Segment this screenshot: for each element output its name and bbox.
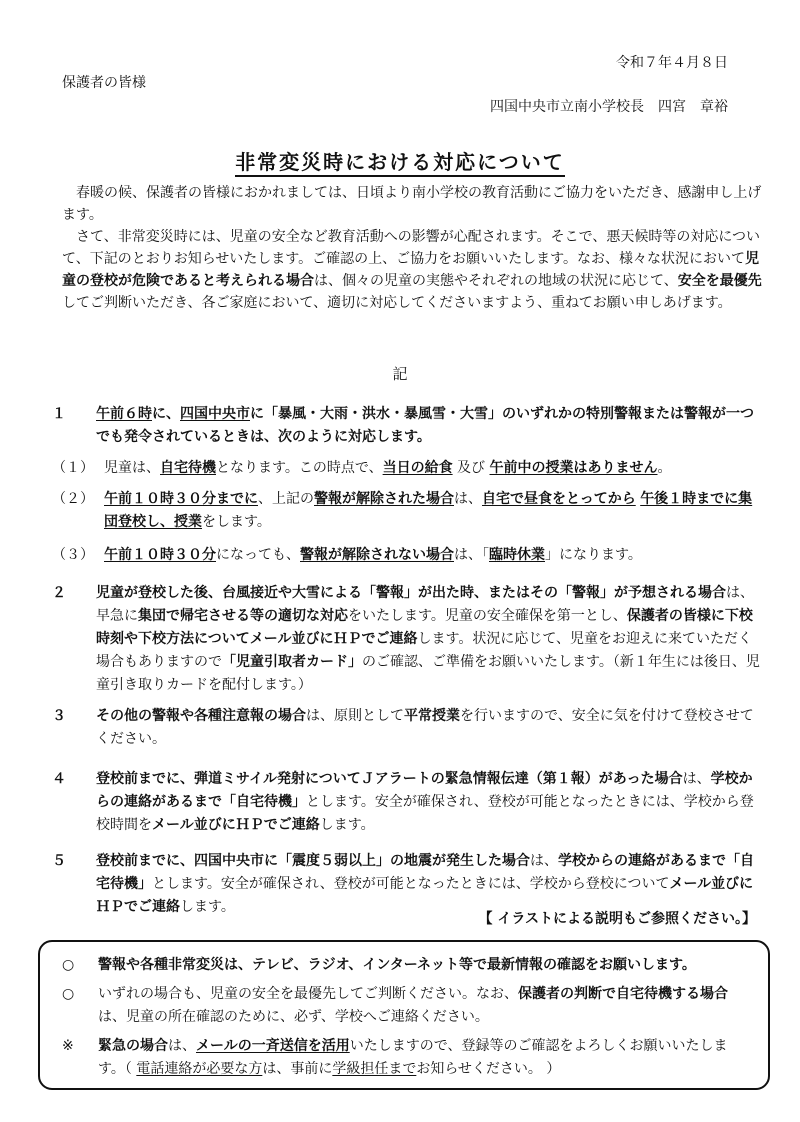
- item-1: [52, 403, 764, 567]
- emphasis: 集団で帰宅させる等の適切な対応: [138, 608, 348, 624]
- emphasis: 当日の給食: [382, 460, 453, 476]
- emphasis: 午前１０時３０分: [104, 547, 216, 563]
- emphasis: 午後１時までに集団登校し、授業: [104, 491, 753, 530]
- sub-number: （１）: [52, 460, 94, 476]
- text: します。: [319, 817, 375, 833]
- emphasis: 保護者の判断で自宅待機する場合: [518, 986, 728, 1002]
- text: は、原則として: [306, 708, 404, 724]
- text: いずれの場合も、児童の安全を最優先してご判断ください。なお、: [98, 986, 518, 1002]
- emphasis: 四国中央市: [180, 406, 250, 422]
- sub-number: （２）: [52, 491, 94, 507]
- item-3-text: [96, 705, 764, 751]
- notice-row-3: [62, 1035, 752, 1081]
- emphasis: 学校からの連絡があるまで「自宅待機」: [96, 853, 754, 892]
- sub-text: [104, 544, 642, 567]
- illustration-note: 【 イラストによる説明もご参照ください。】: [478, 911, 756, 927]
- emphasis: 午前６時: [96, 406, 152, 422]
- item-1-sub-3: [52, 544, 764, 567]
- emphasis: 保護者の皆様に下校時刻や下校方法についてメール並びにＨＰでご連絡: [96, 608, 753, 647]
- text: に、: [152, 406, 180, 422]
- intro-emphasis: 安全を最優先: [677, 273, 762, 289]
- item-1-text: [96, 403, 764, 449]
- sub-text: [104, 457, 672, 480]
- intro-text: してご判断いただき、各ご家庭において、適切に対応してくださいますよう、重ねてお願い申しあげます。: [62, 295, 732, 311]
- item-1-sub-1: [52, 457, 764, 480]
- text: 」になります。: [545, 547, 642, 563]
- item-3: [52, 705, 764, 751]
- emphasis: 学校からの連絡があるまで「自宅待機」: [96, 771, 753, 810]
- emphasis: 午前中の授業はありません: [489, 460, 658, 476]
- text: 児童は、: [104, 460, 160, 476]
- emphasis: メールの一斉送信を活用: [196, 1038, 350, 1054]
- intro-paragraph-2: [62, 226, 762, 314]
- text: になっても、: [216, 547, 300, 563]
- text: とします。安全が確保され、登校が可能となったときには、学校から登校時間を: [96, 794, 754, 833]
- notice-row-1: [62, 954, 752, 977]
- emphasis: その他の警報や各種注意報の場合: [96, 708, 306, 724]
- intro-text: さて、非常変災時には、児童の安全など教育活動への影響が心配されます。そこで、悪天候時等の対応について、下記のとおりお知らせいたします。ご確認の上、ご協力をお願いいたします。なお、様々な状況において: [62, 229, 761, 267]
- emphasis: 臨時休業: [489, 547, 545, 563]
- item-number: ３: [52, 708, 66, 724]
- emphasis: 警報が解除されない場合: [300, 547, 454, 563]
- emphasis: 登校前までに、弾道ミサイル発射についてＪアラートの緊急情報伝達（第１報）があった場合: [96, 771, 683, 787]
- emphasis: 午前１０時３０分までに: [104, 491, 258, 507]
- emphasis: 自宅待機: [160, 460, 216, 476]
- title-text: 非常変災時における対応について: [235, 150, 565, 177]
- asterisk-bullet-icon: ※: [62, 1038, 74, 1054]
- emphasis: 自宅で昼食をとってから: [482, 491, 636, 507]
- sub-number: （３）: [52, 547, 94, 563]
- emphasis: 警報が解除された場合: [314, 491, 454, 507]
- sub-text: [104, 488, 764, 534]
- item-4-text: [96, 768, 764, 837]
- emphasis: 平常授業: [404, 708, 460, 724]
- sender-line: 四国中央市立南小学校長 四宮 章裕: [490, 99, 728, 115]
- item-2-text: [96, 582, 764, 697]
- text: 及び: [452, 460, 490, 476]
- text: もありますので: [124, 654, 222, 670]
- circle-bullet-icon: ○: [62, 957, 75, 973]
- emphasis: 電話連絡が必要な方: [136, 1061, 263, 1077]
- text: します。状況に応じて、児童をお迎えに来ていただく場合: [96, 631, 753, 670]
- emphasis: メール並びにＨＰでご連絡: [152, 817, 320, 833]
- text: とします。安全が確保され、登校が可能となったときには、学校から登校について: [152, 876, 670, 892]
- text: は、: [454, 491, 482, 507]
- text: のご確認、ご準備をお願いいたします。（新１年生には後日、児童引き取りカードを配付します。）: [96, 654, 760, 693]
- ki-heading: 記: [392, 365, 408, 383]
- emphasis: 学級担任まで: [332, 1061, 417, 1077]
- recipient-line: 保護者の皆様: [62, 75, 146, 91]
- text: をいたします。児童の安全確保を第一とし、: [348, 608, 627, 624]
- text: は、: [682, 771, 711, 787]
- text: をします。: [202, 514, 271, 530]
- text: は、早急に: [96, 585, 754, 624]
- emphasis: メール並びにＨＰでご連絡: [96, 876, 754, 915]
- text: いたしますので、登録等のご確認をよろしくお願いいたします。（: [98, 1038, 728, 1077]
- text: は、児童の所在確認のために、必ず、学校へご連絡ください。: [98, 1009, 489, 1025]
- text: となります。この時点で、: [216, 460, 383, 476]
- circle-bullet-icon: ○: [62, 986, 75, 1002]
- text: は、事前に: [262, 1061, 333, 1077]
- emphasis: 「児童引取者カード」: [222, 654, 362, 670]
- text: 、上記の: [258, 491, 314, 507]
- item-1-sub-2: [52, 488, 764, 534]
- text: に「暴風・大雨・洪水・暴風雪・大雪」のいずれかの特別警報または警報が一つでも発令されているときは、次のように対応します。: [96, 406, 754, 445]
- text: は、「: [454, 547, 489, 563]
- text: 。: [657, 460, 672, 476]
- text: を行いますので、安全に気を付けて登校させてください。: [96, 708, 754, 747]
- item-number: ２: [52, 585, 66, 601]
- text: お知らせください。 ）: [416, 1061, 561, 1077]
- document-title: [0, 146, 800, 175]
- notice-text: [98, 983, 752, 1029]
- notice-text: [98, 1035, 752, 1081]
- intro-section: [62, 182, 762, 314]
- emphasis: 児童が登校した後、台風接近や大雪による「警報」が出た時、またはその「警報」が予想される場合: [96, 585, 726, 601]
- intro-text: は、個々の児童の実態やそれぞれの地域の状況に応じて、: [314, 273, 678, 289]
- intro-emphasis: 児童の登校が危険であると考えられる場合: [62, 251, 760, 289]
- intro-paragraph-1: 春暖の候、保護者の皆様におかれましては、日頃より南小学校の教育活動にご協力をいただき、感謝申し上げます。: [62, 185, 762, 223]
- notice-box: [38, 940, 770, 1090]
- item-4: [52, 768, 764, 837]
- notice-row-2: [62, 983, 752, 1029]
- emphasis: 緊急の場合: [98, 1038, 168, 1054]
- item-number: １: [52, 406, 66, 422]
- text: は、: [530, 853, 558, 869]
- item-number: ４: [52, 771, 66, 787]
- notice-text: 警報や各種非常変災は、テレビ、ラジオ、インターネット等で最新情報の確認をお願いします。: [98, 957, 696, 973]
- emphasis: 登校前までに、四国中央市に「震度５弱以上」の地震が発生した場合: [96, 853, 530, 869]
- item-2: [52, 582, 764, 697]
- text: は、: [168, 1038, 196, 1054]
- text: します。: [180, 899, 235, 915]
- item-number: ５: [52, 853, 66, 869]
- document-date: 令和７年４月８日: [616, 55, 728, 71]
